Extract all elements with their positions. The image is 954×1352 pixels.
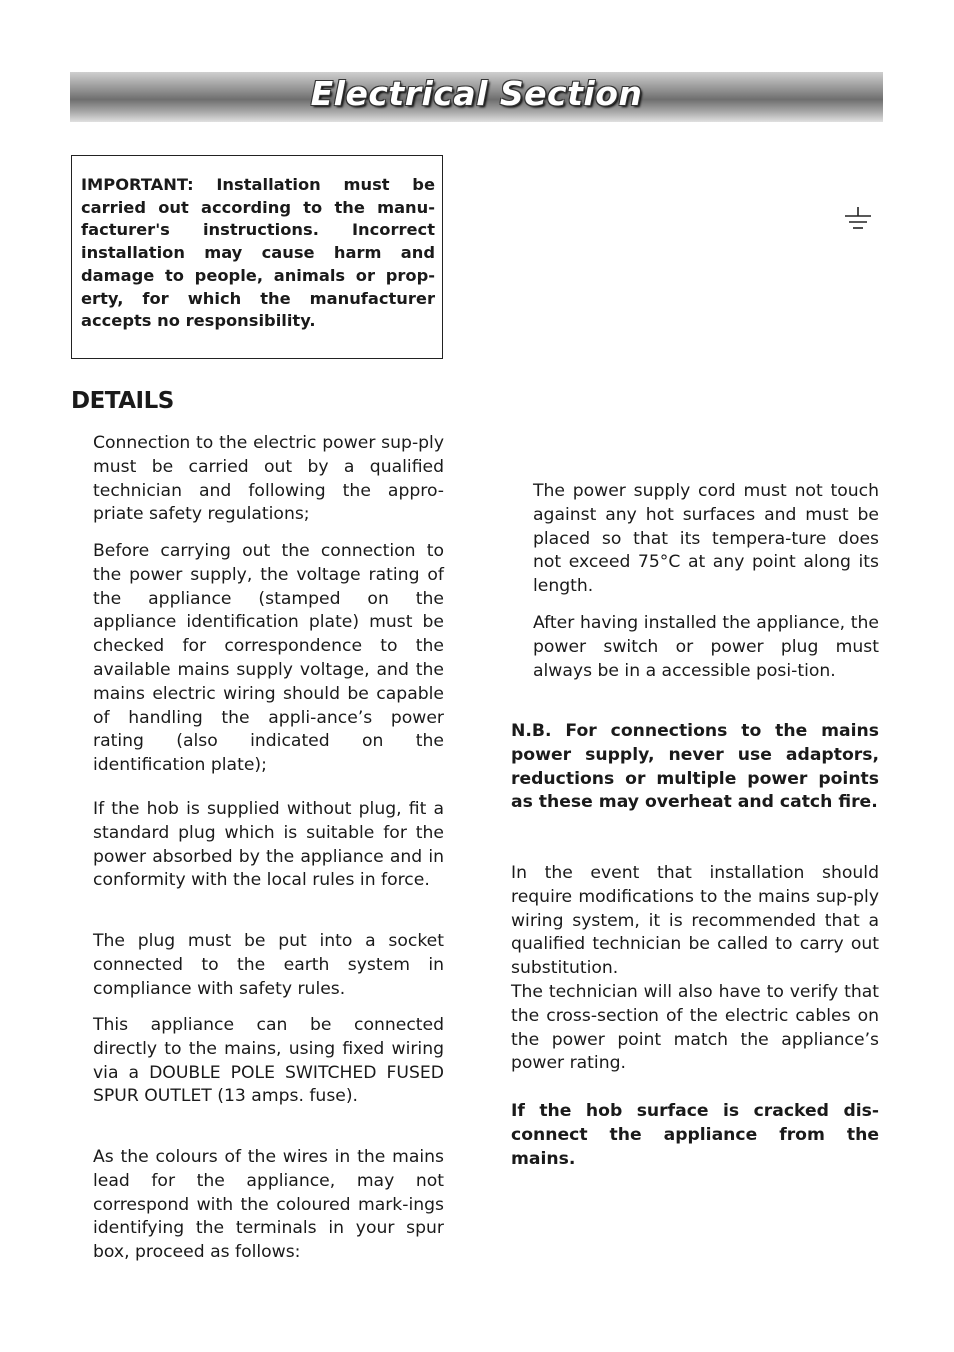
section-banner — [70, 72, 883, 122]
earth-ground-icon — [842, 205, 874, 233]
cracked-surface-warning: If the hob surface is cracked dis-connect the appliance from the mains. — [511, 1101, 879, 1169]
left-paragraph-6: As the colours of the wires in the mains lead for the appliance, may not correspond with the coloured mark-ings identifying the terminals in your spur box, proceed as follows: — [93, 1147, 444, 1263]
right-paragraph-2: After having installed the appliance, the power switch or power plug must always be in a accessible posi-tion. — [533, 613, 879, 681]
left-paragraph-3: If the hob is supplied without plug, fit a standard plug which is suitable for the power absorbed by the appliance and in conformity with the local rules in force. — [93, 799, 444, 891]
left-paragraph-1: Connection to the electric power sup-ply must be carried out by a qualified technician and following the appro-priate safety regulations; — [93, 433, 444, 525]
important-notice-box — [71, 155, 443, 359]
modification-note: In the event that installation should require modifications to the mains sup-ply wiring system, it is recommended that a qualified technician be called to carry out substitution. — [511, 863, 879, 979]
left-paragraph-4: The plug must be put into a socket connected to the earth system in compliance with safety rules. — [93, 931, 444, 999]
left-paragraph-2: Before carrying out the connection to the power supply, the voltage rating of the appliance (stamped on the appliance identification plate) must be checked for correspondence to the available mains supply voltage, and the mains electric wiring should be capable of handling the appli-ance’s power rating (also indicated on the identification plate); — [93, 541, 444, 776]
details-heading: DETAILS — [71, 388, 174, 414]
right-paragraph-1: The power supply cord must not touch against any hot surfaces and must be placed so that its tempera-ture does not exceed 75°C at any point along its length. — [533, 481, 879, 597]
technician-note: The technician will also have to verify that the cross-section of the electric cables on the power point match the appliance’s power rating. — [511, 982, 879, 1074]
nb-warning: N.B. For connections to the mains power supply, never use adaptors, reductions or multiple power points as these may overheat and catch fire. — [511, 721, 879, 813]
page-title: Electrical Section — [310, 74, 643, 113]
left-paragraph-5: This appliance can be connected directly to the mains, using fixed wiring via a DOUBLE POLE SWITCHED FUSED SPUR OUTLET (13 amps. fuse). — [93, 1015, 444, 1107]
important-notice-text: IMPORTANT: Installation must be carried out according to the manu-facturer's instructions. Incorrect installation may cause harm and damage to people, animals or prop-erty, for which the manufacturer accepts no responsibility. — [81, 175, 435, 331]
